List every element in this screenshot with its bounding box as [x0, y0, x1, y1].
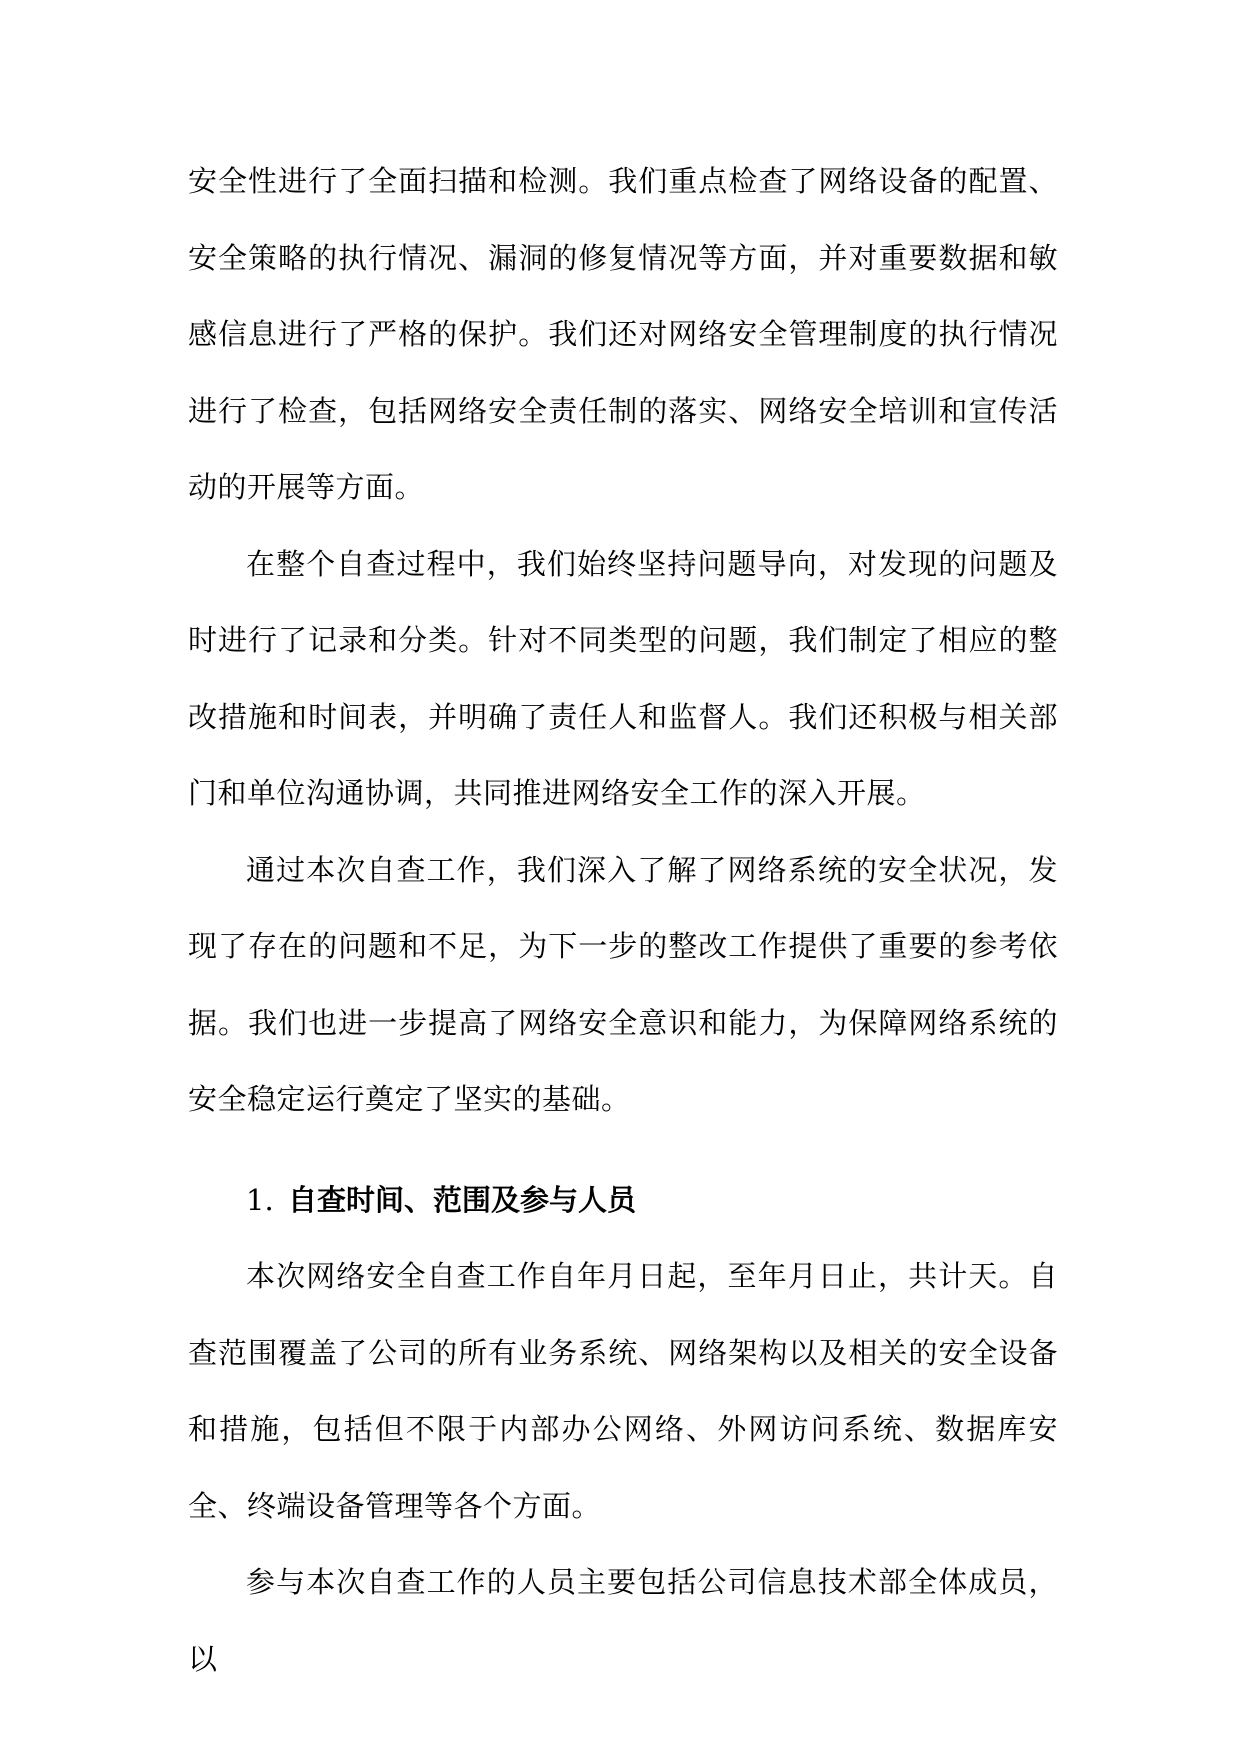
paragraph: 参与本次自查工作的人员主要包括公司信息技术部全体成员，以 — [188, 1565, 1058, 1676]
section-number: 1. — [246, 1182, 274, 1217]
paragraph: 在整个自查过程中，我们始终坚持问题导向，对发现的问题及时进行了记录和分类。针对不同类型的问题，我们制定了相应的整改措施和时间表，并明确了责任人和监督人。我们还积极与相关部门和单位沟通协调，共同推进网络安全工作的深入开展。 — [188, 546, 1058, 810]
section-heading — [188, 1162, 1058, 1239]
section-title: 自查时间、范围及参与人员 — [288, 1182, 637, 1217]
paragraph: 本次网络安全自查工作自年月日起，至年月日止，共计天。自查范围覆盖了公司的所有业务系统、网络架构以及相关的安全设备和措施，包括但不限于内部办公网络、外网访问系统、数据库安全、终端设备管理等各个方面。 — [188, 1259, 1058, 1523]
paragraph: 通过本次自查工作，我们深入了解了网络系统的安全状况，发现了存在的问题和不足，为下一步的整改工作提供了重要的参考依据。我们也进一步提高了网络安全意识和能力，为保障网络系统的安全稳定运行奠定了坚实的基础。 — [188, 852, 1058, 1116]
document-body — [188, 143, 1058, 1697]
paragraph-continuation: 安全性进行了全面扫描和检测。我们重点检查了网络设备的配置、安全策略的执行情况、漏洞的修复情况等方面，并对重要数据和敏感信息进行了严格的保护。我们还对网络安全管理制度的执行情况进行了检查，包括网络安全责任制的落实、网络安全培训和宣传活动的开展等方面。 — [188, 164, 1058, 504]
